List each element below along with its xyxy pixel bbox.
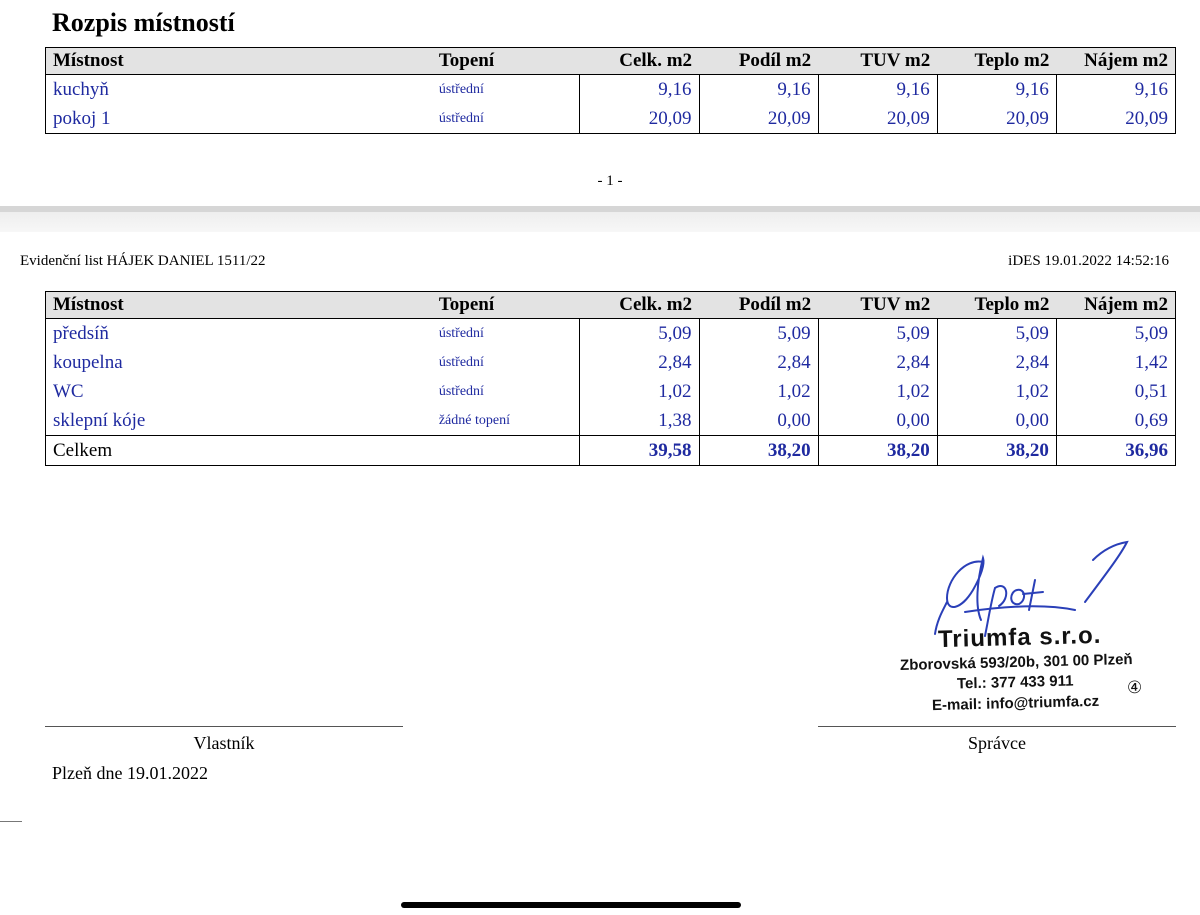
owner-signature-line	[45, 726, 403, 727]
room-name: předsíň	[53, 322, 109, 344]
col-header-total-area: Celk. m2	[580, 292, 699, 319]
col-header-room: Místnost	[46, 292, 432, 319]
hot-water-area: 2,84	[818, 348, 937, 377]
stamp-email: E-mail: info@triumfa.cz	[931, 692, 1100, 715]
col-header-total-area: Celk. m2	[580, 48, 699, 75]
stamp-phone: Tel.: 377 433 911	[956, 672, 1074, 693]
share-area: 2,84	[699, 348, 818, 377]
manager-signature-line	[818, 726, 1176, 727]
table-row	[46, 406, 1176, 436]
rent-area: 1,42	[1056, 348, 1175, 377]
share-area-sum: 38,20	[699, 436, 818, 466]
rent-area-sum: 36,96	[1056, 436, 1175, 466]
heating-type: ústřední	[438, 81, 484, 97]
table-row	[46, 104, 1176, 134]
hot-water-area: 1,02	[818, 377, 937, 406]
col-header-share-area: Podíl m2	[699, 48, 818, 75]
share-area: 5,09	[699, 319, 818, 349]
page-number: - 1 -	[597, 173, 623, 189]
heat-area: 5,09	[937, 319, 1056, 349]
heating-type: ústřední	[438, 325, 484, 341]
hot-water-area: 5,09	[818, 319, 937, 349]
rent-area: 9,16	[1056, 75, 1175, 105]
rent-area: 20,09	[1056, 104, 1175, 134]
table-row	[46, 377, 1176, 406]
heat-area: 9,16	[937, 75, 1056, 105]
share-area: 1,02	[699, 377, 818, 406]
table-row	[46, 319, 1176, 349]
total-area: 2,84	[580, 348, 699, 377]
room-name: kuchyň	[53, 78, 109, 100]
hot-water-area-sum: 38,20	[818, 436, 937, 466]
page-break-gap	[0, 212, 1200, 232]
share-area: 9,16	[699, 75, 818, 105]
total-label: Celkem	[46, 436, 432, 466]
total-area: 20,09	[580, 104, 699, 134]
total-area-sum: 39,58	[580, 436, 699, 466]
owner-label: Vlastník	[193, 733, 255, 753]
col-header-room: Místnost	[46, 48, 432, 75]
col-header-share-area: Podíl m2	[699, 292, 818, 319]
heat-area: 1,02	[937, 377, 1056, 406]
table-row	[46, 75, 1176, 105]
table-header-row	[46, 292, 1176, 319]
print-timestamp: iDES 19.01.2022 14:52:16	[1008, 253, 1169, 269]
col-header-heating: Topení	[432, 292, 580, 319]
heating-type: ústřední	[438, 383, 484, 399]
hot-water-area: 0,00	[818, 406, 937, 436]
col-header-heat-area: Teplo m2	[937, 48, 1056, 75]
record-sheet-label: Evidenční list HÁJEK DANIEL 1511/22	[20, 253, 266, 269]
heat-area: 20,09	[937, 104, 1056, 134]
room-name: WC	[53, 380, 84, 402]
rent-area: 0,69	[1056, 406, 1175, 436]
total-area: 1,38	[580, 406, 699, 436]
share-area: 20,09	[699, 104, 818, 134]
total-heating-empty	[432, 436, 580, 466]
stamp-address: Zborovská 593/20b, 301 00 Plzeň	[899, 650, 1133, 675]
table-header-row	[46, 48, 1176, 75]
col-header-hot-water-area: TUV m2	[818, 292, 937, 319]
share-area: 0,00	[699, 406, 818, 436]
rooms-table-page2	[45, 291, 1176, 466]
total-area: 9,16	[580, 75, 699, 105]
heat-area-sum: 38,20	[937, 436, 1056, 466]
table-row	[46, 348, 1176, 377]
col-header-hot-water-area: TUV m2	[818, 48, 937, 75]
total-row	[46, 436, 1176, 466]
col-header-heat-area: Teplo m2	[937, 292, 1056, 319]
total-area: 1,02	[580, 377, 699, 406]
room-name: pokoj 1	[53, 107, 111, 129]
col-header-rent-area: Nájem m2	[1056, 48, 1175, 75]
room-name: sklepní kóje	[53, 409, 146, 431]
hot-water-area: 9,16	[818, 75, 937, 105]
heating-type: ústřední	[438, 354, 484, 370]
heat-area: 2,84	[937, 348, 1056, 377]
rent-area: 0,51	[1056, 377, 1175, 406]
room-name: koupelna	[53, 351, 123, 373]
home-indicator-bar[interactable]	[401, 902, 741, 908]
page-edge-mark	[0, 821, 22, 822]
col-header-heating: Topení	[432, 48, 580, 75]
place-and-date: Plzeň dne 19.01.2022	[52, 763, 208, 783]
stamp-company-name: Triumfa s.r.o.	[937, 621, 1102, 654]
manager-label: Správce	[968, 733, 1026, 753]
heating-type: žádné topení	[438, 412, 510, 428]
heating-type: ústřední	[438, 110, 484, 126]
stamp-number: ④	[1126, 677, 1143, 698]
heat-area: 0,00	[937, 406, 1056, 436]
document-title: Rozpis místností	[52, 8, 235, 37]
rooms-table-page1	[45, 47, 1176, 134]
hot-water-area: 20,09	[818, 104, 937, 134]
total-area: 5,09	[580, 319, 699, 349]
rent-area: 5,09	[1056, 319, 1175, 349]
col-header-rent-area: Nájem m2	[1056, 292, 1175, 319]
